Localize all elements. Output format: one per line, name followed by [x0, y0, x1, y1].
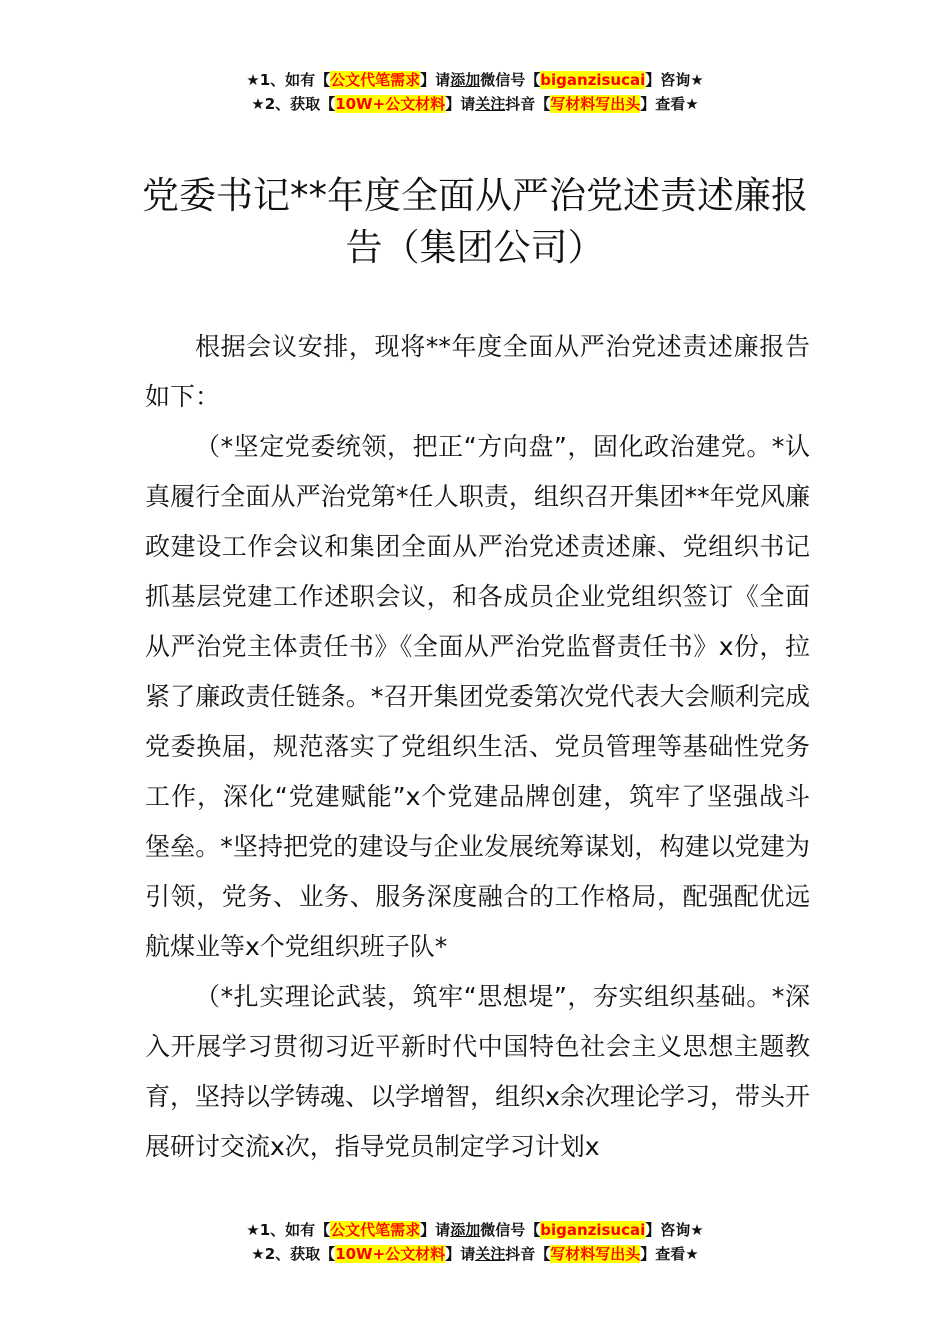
banner-text: ★1、如有【	[246, 71, 331, 89]
banner-text: 微信号【	[480, 71, 541, 89]
footer-banner	[0, 1218, 950, 1266]
banner-highlight: 写材料写出头	[550, 95, 641, 113]
banner-highlight: biganzisucai	[540, 71, 646, 89]
banner-underline: 添加	[450, 71, 481, 89]
document-title-line-1: 党委书记**年度全面从严治党述责述廉报	[142, 174, 808, 217]
banner-highlight: biganzisucai	[540, 1221, 646, 1239]
body-paragraph-2: （*坚定党委统领，把正“方向盘”，固化政治建党。*认真履行全面从严治党第*任人职责，组织召开集团**年党风廉政建设工作会议和集团全面从严治党述责述廉、党组织书记抓基层党建工作述职会议，和各成员企业党组织签订《全面从严治党主体责任书》《全面从严治党监督责任书》x份，拉紧了廉政责任链条。*召开集团党委第次党代表大会顺利完成党委换届，规范落实了党组织生活、党员管理等基础性党务工作，深化“党建赋能”x个党建品牌创建，筑牢了坚强战斗堡垒。*坚持把党的建设与企业发展统筹谋划，构建以党建为引领，党务、业务、服务深度融合的工作格局，配强配优远航煤业等x个党组织班子队*	[145, 432, 810, 961]
banner-text: 】请	[445, 95, 476, 113]
banner-underline: 添加	[450, 1221, 481, 1239]
banner-text: 】咨询★	[645, 1221, 704, 1239]
banner-text: 微信号【	[480, 1221, 541, 1239]
body-paragraph-3: （*扎实理论武装，筑牢“思想堤”，夯实组织基础。*深入开展学习贯彻习近平新时代中国特色社会主义思想主题教育，坚持以学铸魂、以学增智，组织x余次理论学习，带头开展研讨交流x次，指导党员制定学习计划x	[145, 982, 810, 1161]
document-title	[100, 170, 850, 274]
banner-text: 】请	[420, 71, 451, 89]
banner-text: 】查看★	[640, 1245, 699, 1263]
banner-text: 抖音【	[505, 95, 551, 113]
banner-text: 抖音【	[505, 1245, 551, 1263]
header-banner	[0, 68, 950, 116]
footer-banner-line-2	[0, 1242, 950, 1266]
banner-text: 】请	[445, 1245, 476, 1263]
banner-text: 】咨询★	[645, 71, 704, 89]
banner-text: 】请	[420, 1221, 451, 1239]
banner-underline: 关注	[475, 1245, 506, 1263]
header-banner-line-2	[0, 92, 950, 116]
banner-text: ★2、获取【	[251, 95, 336, 113]
header-banner-line-1	[0, 68, 950, 92]
banner-underline: 关注	[475, 95, 506, 113]
banner-highlight: 写材料写出头	[550, 1245, 641, 1263]
banner-text: ★1、如有【	[246, 1221, 331, 1239]
footer-banner-line-1	[0, 1218, 950, 1242]
banner-highlight: 公文代笔需求	[330, 1221, 421, 1239]
banner-highlight: 10W+公文材料	[335, 1245, 446, 1263]
body-paragraph-1: 根据会议安排，现将**年度全面从严治党述责述廉报告如下：	[145, 332, 810, 411]
banner-highlight: 公文代笔需求	[330, 71, 421, 89]
banner-highlight: 10W+公文材料	[335, 95, 446, 113]
banner-text: ★2、获取【	[251, 1245, 336, 1263]
document-body	[145, 322, 810, 1172]
document-title-line-2: 告（集团公司）	[345, 226, 605, 269]
banner-text: 】查看★	[640, 95, 699, 113]
